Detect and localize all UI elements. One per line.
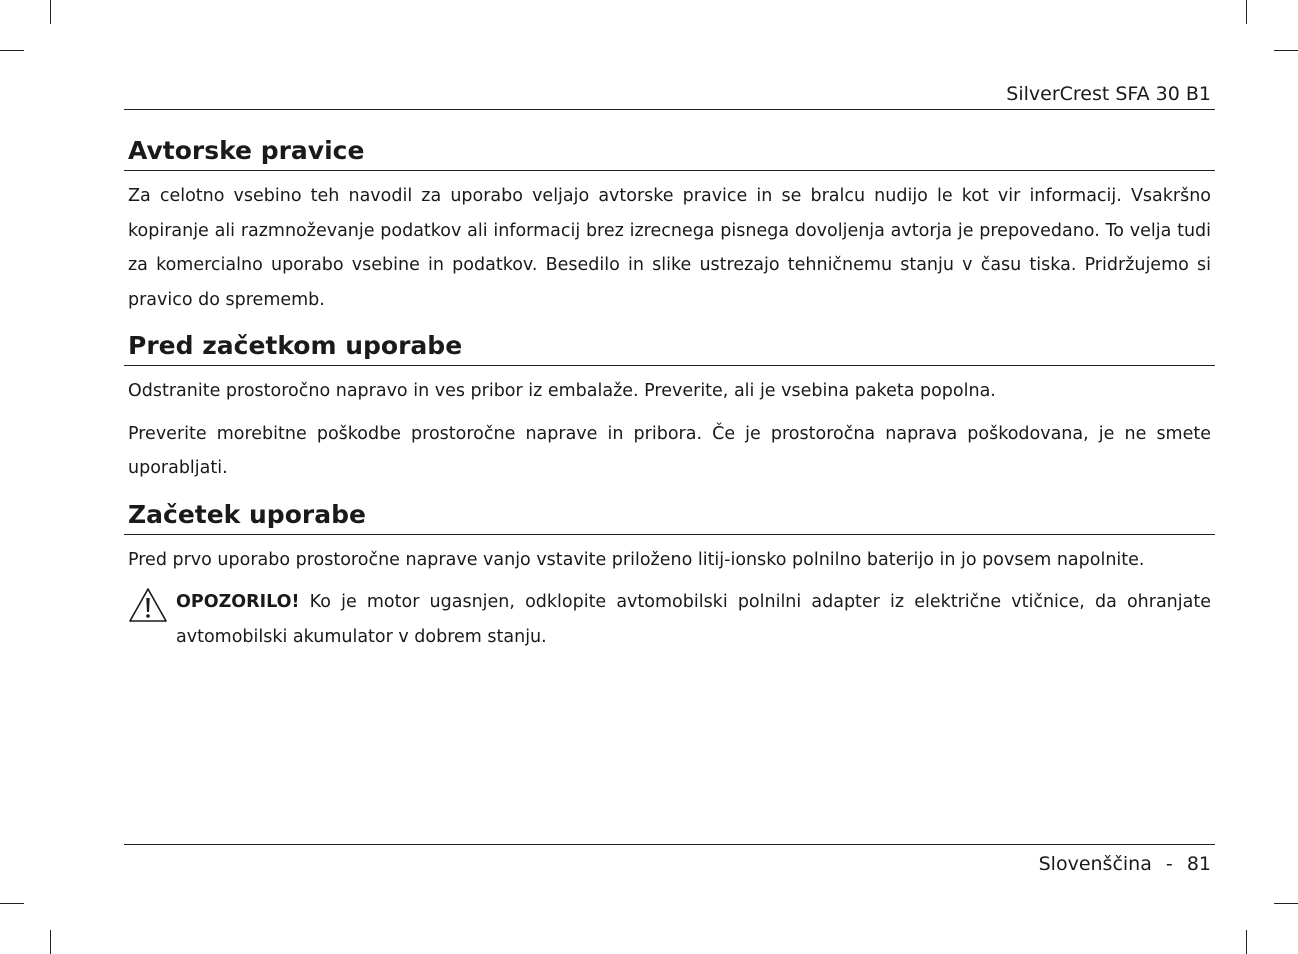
crop-mark xyxy=(0,903,24,904)
inspect-paragraph: Preverite morebitne poškodbe prostoročne naprave in pribora. Če je prostoročna naprava poškodovana, je ne smete uporabljati. xyxy=(128,423,1211,478)
warning-text xyxy=(176,585,1211,654)
product-name: SilverCrest SFA 30 B1 xyxy=(1006,83,1211,105)
footer-separator: - xyxy=(1165,853,1173,875)
crop-mark xyxy=(50,0,51,24)
section-title-before-use: Pred začetkom uporabe xyxy=(124,323,1215,366)
crop-mark xyxy=(0,50,24,51)
unpack-paragraph: Odstranite prostoročno napravo in ves pribor iz embalaže. Preverite, ali je vsebina paketa popolna. xyxy=(128,381,996,401)
warning-label: OPOZORILO! xyxy=(176,592,300,612)
warning-triangle-icon xyxy=(128,587,168,623)
page-header xyxy=(124,82,1215,110)
crop-mark xyxy=(1246,930,1247,954)
copyright-paragraph: Za celotno vsebino teh navodil za uporabo veljajo avtorske pravice in se bralcu nudijo le kot vir informacij. Vsakršno kopiranje ali razmnoževanje podatkov ali informacij brez izrecnega pisnega dovoljenja avtorja je prepovedano. To velja tudi za komercialno uporabo vsebine in podatkov. Besedilo in slike ustrezajo tehničnemu stanju v času tiska. Pridržujemo si pravico do sprememb. xyxy=(128,186,1211,310)
section-title-copyright: Avtorske pravice xyxy=(124,128,1215,171)
page-footer xyxy=(124,844,1215,876)
footer-language: Slovenščina xyxy=(1038,853,1152,875)
warning-block xyxy=(124,585,1215,654)
section-title-getting-started: Začetek uporabe xyxy=(124,492,1215,535)
crop-mark xyxy=(1246,0,1247,24)
crop-mark xyxy=(50,930,51,954)
warning-message: Ko je motor ugasnjen, odklopite avtomobilski polnilni adapter iz električne vtičnice, da ohranjate avtomobilski akumulator v dobrem stanju. xyxy=(176,592,1211,647)
page-content xyxy=(124,128,1215,654)
crop-mark xyxy=(1274,50,1298,51)
page-number: 81 xyxy=(1186,853,1211,875)
crop-mark xyxy=(1274,903,1298,904)
battery-paragraph: Pred prvo uporabo prostoročne naprave vanjo vstavite priloženo litij-ionsko polnilno baterijo in jo povsem napolnite. xyxy=(128,549,1145,570)
